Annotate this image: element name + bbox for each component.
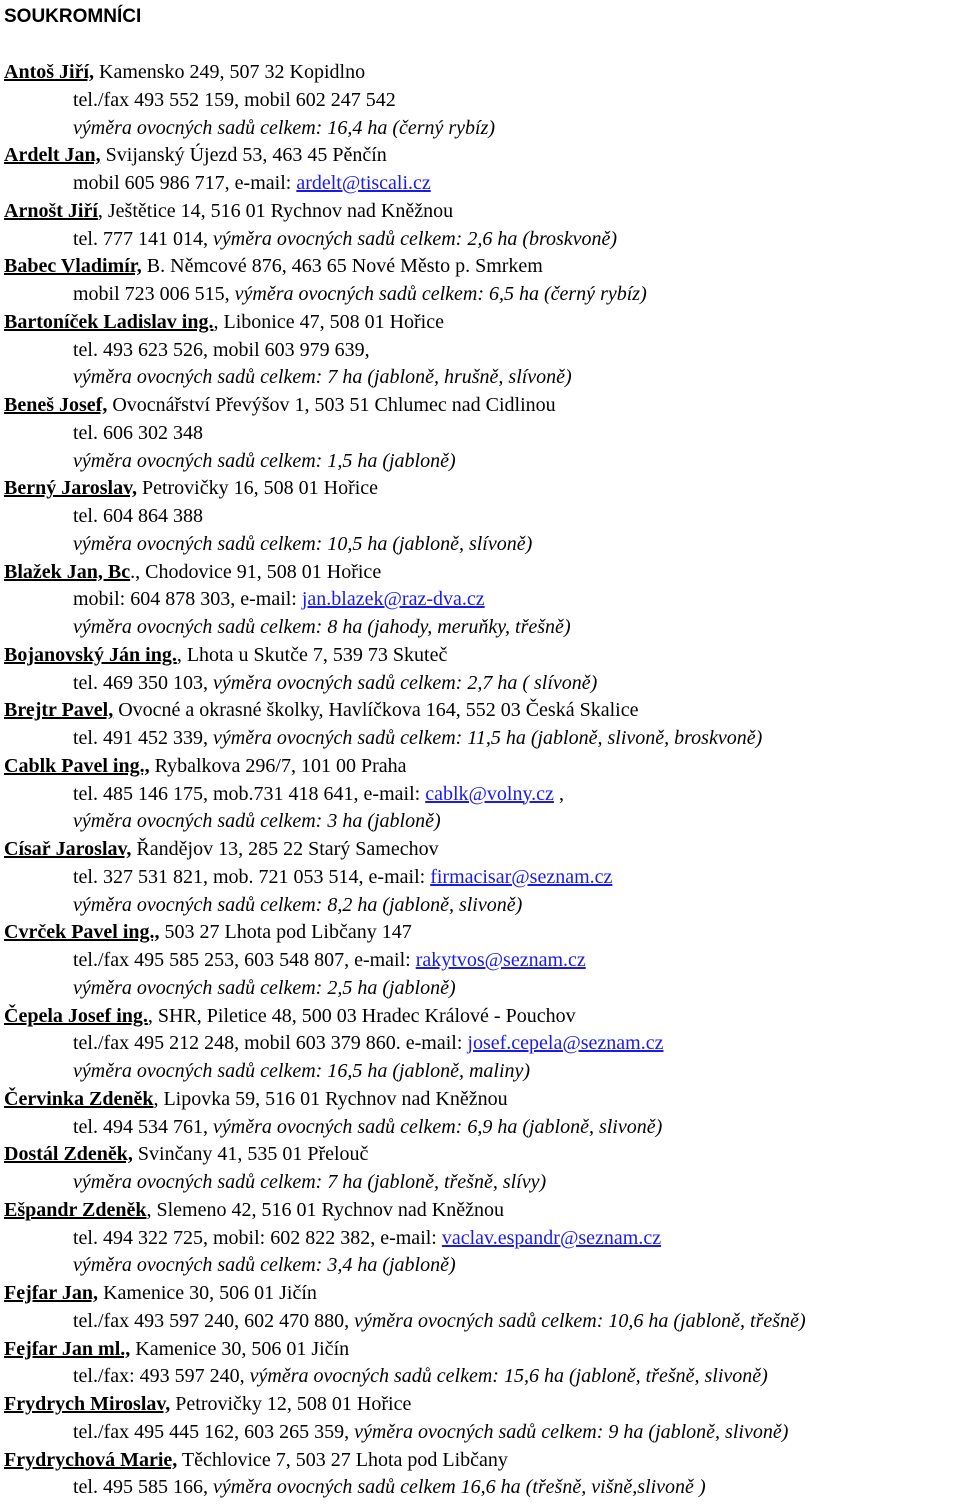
- entry-detail-line: [4, 1419, 960, 1447]
- grower-entry: [4, 392, 960, 475]
- entry-detail-line: [4, 725, 960, 753]
- grower-name: Beneš Josef,: [4, 394, 108, 416]
- grower-entry: [4, 142, 960, 198]
- orchard-area-text: výměra ovocných sadů celkem: 10,5 ha (jabloně, slívoně): [73, 532, 533, 555]
- grower-address: Kamenice 30, 506 01 Jičín: [98, 1282, 317, 1304]
- grower-address: B. Němcové 876, 463 65 Nové Město p. Smrkem: [141, 255, 543, 278]
- grower-name: Bojanovský Ján ing.: [4, 643, 177, 666]
- email-link[interactable]: rakytvos@seznam.cz: [415, 949, 586, 971]
- grower-name: Císař Jaroslav,: [4, 838, 132, 860]
- entry-detail-line: [4, 115, 960, 143]
- grower-name: Brejtr Pavel,: [4, 699, 114, 722]
- entry-detail-line: [4, 975, 960, 1003]
- contact-text: tel./fax 493 597 240, 602 470 880,: [73, 1309, 355, 1332]
- orchard-area-text: výměra ovocných sadů celkem: 16,5 ha (jabloně, maliny): [73, 1060, 531, 1082]
- entry-detail-line: [4, 1058, 960, 1086]
- entry-detail-line: [4, 503, 960, 531]
- entry-detail-line: [4, 337, 960, 365]
- orchard-area-text: výměra ovocných sadů celkem: 2,7 ha ( slívoně): [213, 671, 598, 694]
- email-link[interactable]: josef.cepela@seznam.cz: [467, 1032, 664, 1055]
- grower-address: Petrovičky 12, 508 01 Hořice: [170, 1393, 412, 1415]
- grower-name: Babec Vladimír,: [4, 255, 142, 278]
- entry-header: [4, 59, 960, 87]
- orchard-area-text: výměra ovocných sadů celkem: 3 ha (jabloně): [73, 810, 441, 833]
- grower-address: Ovocnářství Převýšov 1, 503 51 Chlumec nad Cidlinou: [107, 394, 556, 416]
- grower-entry: [4, 1003, 960, 1086]
- grower-entry: [4, 309, 960, 392]
- grower-entry: [4, 253, 960, 309]
- entry-header: [4, 697, 960, 725]
- entry-detail-line: [4, 1030, 960, 1058]
- orchard-area-text: výměra ovocných sadů celkem: 8,2 ha (jabloně, slivoně): [73, 893, 523, 916]
- entry-header: [4, 198, 960, 226]
- entry-detail-line: [4, 1252, 960, 1280]
- grower-name: Cablk Pavel ing.,: [4, 754, 150, 777]
- entry-detail-line: [4, 448, 960, 476]
- grower-address: Těchlovice 7, 503 27 Lhota pod Libčany: [177, 1448, 508, 1471]
- grower-address: Petrovičky 16, 508 01 Hořice: [136, 477, 379, 500]
- grower-address: , Ještětice 14, 516 01 Rychnov nad Kněžnou: [97, 199, 454, 222]
- entry-detail-line: [4, 808, 960, 836]
- orchard-area-text: výměra ovocných sadů celkem: 16,4 ha (černý rybíz): [73, 116, 496, 139]
- contact-text: tel. 777 141 014,: [73, 227, 213, 250]
- orchard-area-text: výměra ovocných sadů celkem: 3,4 ha (jabloně): [73, 1254, 456, 1277]
- grower-name: Antoš Jiří,: [4, 61, 94, 83]
- entry-header: [4, 1003, 960, 1031]
- grower-name: Frydrych Miroslav,: [4, 1393, 171, 1415]
- entry-detail-line: [4, 531, 960, 559]
- entry-header: [4, 559, 960, 587]
- contact-text: tel. 469 350 103,: [73, 671, 213, 694]
- grower-entry: [4, 1197, 960, 1280]
- grower-address: , Lhota u Skutče 7, 539 73 Skuteč: [176, 643, 448, 666]
- grower-address: ., Chodovice 91, 508 01 Hořice: [130, 560, 382, 583]
- entry-detail-line: [4, 670, 960, 698]
- orchard-area-text: výměra ovocných sadů celkem: 11,5 ha (jabloně, slivoně, broskvoně): [213, 727, 763, 749]
- entry-detail-line: [4, 586, 960, 614]
- grower-address: Řandějov 13, 285 22 Starý Samechov: [131, 838, 439, 860]
- entry-detail-line: [4, 87, 960, 115]
- grower-address: , SHR, Piletice 48, 500 03 Hradec Králové - Pouchov: [147, 1004, 576, 1027]
- grower-name: Cvrček Pavel ing.,: [4, 921, 160, 944]
- contact-text: mobil 723 006 515,: [73, 283, 235, 305]
- entry-list: [4, 59, 960, 1502]
- entry-detail-line: [4, 947, 960, 975]
- entry-detail-line: [4, 1308, 960, 1336]
- entry-detail-line: [4, 170, 960, 198]
- grower-address: Kamensko 249, 507 32 Kopidlno: [94, 61, 366, 83]
- entry-detail-line: [4, 364, 960, 392]
- grower-entry: [4, 836, 960, 919]
- contact-text: tel. 494 534 761,: [73, 1115, 213, 1138]
- grower-name: Červinka Zdeněk: [4, 1087, 154, 1110]
- contact-text: tel. 493 623 526, mobil 603 979 639,: [73, 338, 370, 361]
- grower-entry: [4, 559, 960, 642]
- grower-entry: [4, 753, 960, 836]
- grower-entry: [4, 1336, 960, 1392]
- entry-header: [4, 1197, 960, 1225]
- contact-text: mobil 605 986 717, e-mail:: [73, 172, 297, 194]
- email-link[interactable]: vaclav.espandr@seznam.cz: [441, 1226, 662, 1249]
- grower-name: Fejfar Jan,: [4, 1282, 99, 1304]
- grower-address: Svinčany 41, 535 01 Přelouč: [132, 1143, 369, 1166]
- contact-text: tel./fax 493 552 159, mobil 602 247 542: [73, 88, 396, 111]
- grower-address: , Lipovka 59, 516 01 Rychnov nad Kněžnou: [153, 1087, 508, 1110]
- orchard-area-text: výměra ovocných sadů celkem: 9 ha (jabloně, slivoně): [354, 1420, 789, 1443]
- entry-header: [4, 392, 960, 420]
- orchard-area-text: výměra ovocných sadů celkem: 2,6 ha (broskvoně): [213, 227, 618, 250]
- entry-header: [4, 1086, 960, 1114]
- orchard-area-text: výměra ovocných sadů celkem: 7 ha (jabloně, třešně, slívy): [73, 1171, 547, 1193]
- entry-header: [4, 1336, 960, 1364]
- grower-entry: [4, 697, 960, 753]
- orchard-area-text: výměra ovocných sadů celkem: 1,5 ha (jabloně): [73, 449, 456, 472]
- orchard-area-text: výměra ovocných sadů celkem: 6,9 ha (jabloně, slivoně): [213, 1115, 663, 1138]
- entry-header: [4, 1280, 960, 1308]
- grower-entry: [4, 642, 960, 698]
- grower-entry: [4, 1086, 960, 1142]
- contact-text: tel./fax: 493 597 240,: [73, 1365, 250, 1388]
- grower-entry: [4, 198, 960, 254]
- email-link[interactable]: cablk@volny.cz: [425, 782, 554, 805]
- contact-text: tel. 604 864 388: [73, 505, 203, 527]
- grower-name: Bartoníček Ladislav ing.: [4, 310, 214, 333]
- entry-detail-line: [4, 892, 960, 920]
- grower-name: Dostál Zdeněk,: [4, 1143, 133, 1166]
- contact-text: ,: [553, 782, 564, 805]
- grower-address: Svijanský Újezd 53, 463 45 Pěnčín: [100, 144, 387, 167]
- entry-detail-line: [4, 1363, 960, 1391]
- grower-name: Arnošt Jiří: [4, 199, 98, 222]
- grower-entry: [4, 1391, 960, 1447]
- document: [4, 4, 960, 1502]
- grower-entry: [4, 1280, 960, 1336]
- orchard-area-text: výměra ovocných sadů celkem: 10,6 ha (jabloně, třešně): [354, 1309, 806, 1332]
- orchard-area-text: výměra ovocných sadů celkem: 8 ha (jahody, meruňky, třešně): [73, 616, 571, 638]
- grower-name: Frydrychová Marie,: [4, 1448, 178, 1471]
- grower-name: Ešpandr Zdeněk: [4, 1198, 147, 1221]
- entry-header: [4, 1141, 960, 1169]
- entry-detail-line: [4, 1169, 960, 1197]
- contact-text: tel./fax 495 445 162, 603 265 359,: [73, 1420, 355, 1443]
- entry-detail-line: [4, 1114, 960, 1142]
- grower-address: Kamenice 30, 506 01 Jičín: [130, 1337, 350, 1360]
- entry-header: [4, 919, 960, 947]
- page-title: SOUKROMNÍCI: [4, 6, 142, 27]
- entry-detail-line: [4, 1225, 960, 1253]
- contact-text: tel. 485 146 175, mob.731 418 641, e-mail:: [73, 782, 426, 805]
- contact-text: tel. 494 322 725, mobil: 602 822 382, e-mail:: [73, 1226, 442, 1249]
- entry-detail-line: [4, 1474, 960, 1502]
- entry-header: [4, 142, 960, 170]
- grower-address: 503 27 Lhota pod Libčany 147: [159, 921, 412, 944]
- grower-name: Fejfar Jan ml.,: [4, 1337, 131, 1360]
- email-link[interactable]: firmacisar@seznam.cz: [430, 865, 613, 888]
- entry-detail-line: [4, 781, 960, 809]
- contact-text: tel./fax 495 585 253, 603 548 807, e-mail:: [73, 949, 416, 971]
- entry-header: [4, 836, 960, 864]
- entry-header: [4, 753, 960, 781]
- email-link[interactable]: ardelt@tiscali.cz: [296, 172, 431, 194]
- entry-detail-line: [4, 420, 960, 448]
- orchard-area-text: výměra ovocných sadů celkem 16,6 ha (třešně, višně,slivoně ): [213, 1476, 706, 1499]
- grower-name: Ardelt Jan,: [4, 144, 101, 167]
- grower-entry: [4, 1447, 960, 1503]
- grower-address: Rybalkova 296/7, 101 00 Praha: [149, 754, 407, 777]
- entry-detail-line: [4, 864, 960, 892]
- entry-header: [4, 1447, 960, 1475]
- grower-name: Blažek Jan, Bc: [4, 560, 131, 583]
- orchard-area-text: výměra ovocných sadů celkem: 15,6 ha (jabloně, třešně, slivoně): [249, 1365, 768, 1388]
- orchard-area-text: výměra ovocných sadů celkem: 2,5 ha (jabloně): [73, 976, 456, 999]
- grower-entry: [4, 475, 960, 558]
- entry-header: [4, 1391, 960, 1419]
- contact-text: tel. 606 302 348: [73, 421, 203, 444]
- email-link[interactable]: jan.blazek@raz-dva.cz: [301, 588, 485, 611]
- entry-header: [4, 253, 960, 281]
- orchard-area-text: výměra ovocných sadů celkem: 7 ha (jabloně, hrušně, slívoně): [73, 366, 572, 389]
- entry-header: [4, 309, 960, 337]
- contact-text: tel. 495 585 166,: [73, 1476, 213, 1499]
- grower-entry: [4, 59, 960, 142]
- entry-detail-line: [4, 281, 960, 309]
- entry-detail-line: [4, 614, 960, 642]
- grower-entry: [4, 919, 960, 1002]
- grower-address: Ovocné a okrasné školky, Havlíčkova 164, 552 03 Česká Skalice: [113, 699, 639, 722]
- contact-text: mobil: 604 878 303, e-mail:: [73, 588, 302, 611]
- grower-entry: [4, 1141, 960, 1197]
- entry-detail-line: [4, 226, 960, 254]
- grower-name: Čepela Josef ing.: [4, 1004, 148, 1027]
- entry-header: [4, 475, 960, 503]
- grower-name: Berný Jaroslav,: [4, 477, 137, 500]
- orchard-area-text: výměra ovocných sadů celkem: 6,5 ha (černý rybíz): [234, 283, 647, 305]
- entry-header: [4, 642, 960, 670]
- grower-address: , Libonice 47, 508 01 Hořice: [213, 310, 444, 333]
- grower-address: , Slemeno 42, 516 01 Rychnov nad Kněžnou: [146, 1198, 504, 1221]
- contact-text: tel. 491 452 339,: [73, 727, 213, 749]
- contact-text: tel./fax 495 212 248, mobil 603 379 860. e-mail:: [73, 1032, 468, 1055]
- contact-text: tel. 327 531 821, mob. 721 053 514, e-mail:: [73, 865, 431, 888]
